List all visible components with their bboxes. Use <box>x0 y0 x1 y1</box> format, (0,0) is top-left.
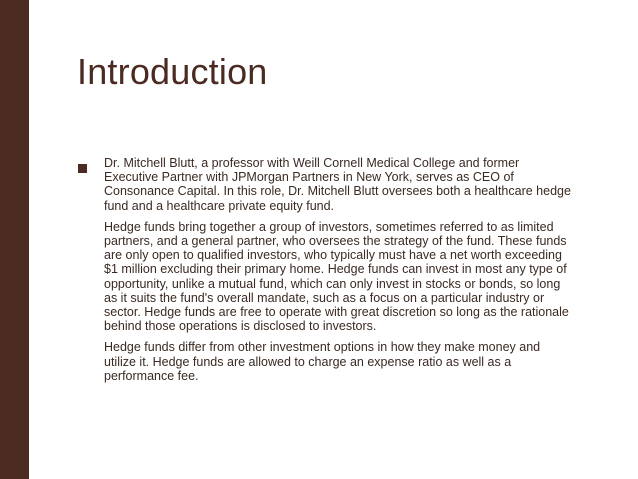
square-bullet-icon <box>78 164 87 173</box>
paragraph-intro: Dr. Mitchell Blutt, a professor with Weill Cornell Medical College and former Executive Partner with JPMorgan Partners in New York, serves as CEO of Consonance Capital. In this role, Dr. Mitchell Blutt oversees both a healthcare hedge fund and a healthcare private equity fund. <box>104 156 571 213</box>
slide-title: Introduction <box>77 51 268 92</box>
slide-body <box>104 156 574 390</box>
left-accent-bar <box>0 0 29 479</box>
paragraph-hedge-funds-differences: Hedge funds differ from other investment options in how they make money and utilize it. Hedge funds are allowed to charge an expense ratio as well as a performance fee. <box>104 340 541 383</box>
paragraph-hedge-funds-overview: Hedge funds bring together a group of investors, sometimes referred to as limited partners, and a general partner, who oversees the strategy of the fund. These funds are only open to qualified investors, who typically must have a net worth exceeding $1 million excluding their primary home. Hedge funds can invest in most any type of opportunity, unlike a mutual fund, which can only invest in stocks or bonds, so long as it suits the fund's overall mandate, such as a focus on a particular industry or sector. Hedge funds are free to operate with great discretion so long as the rationale behind those operations is disclosed to investors. <box>104 219 569 334</box>
